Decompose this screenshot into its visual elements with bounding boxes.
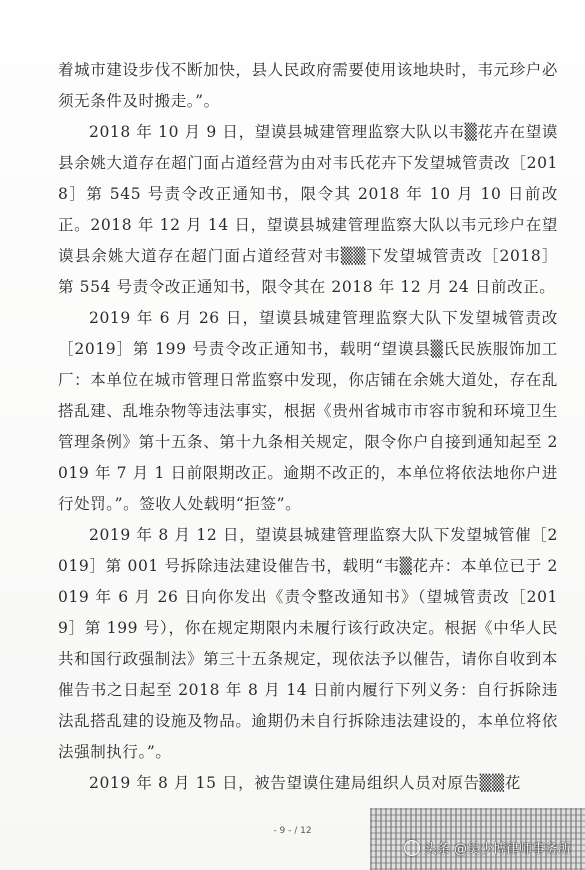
- paragraph-5: 2019 年 8 月 15 日，被告望谟住建局组织人员对原告▒▒花: [89, 774, 521, 792]
- paragraph-4: 2019 年 8 月 12 日，望谟县城建管理监察大队下发望城管催［2019］第 001 号拆除违法建设催告书，载明“韦▒花卉：本单位已于 2019 年 6 月 26 日向你发出《责令整改通知书》（望城管责改［2019］第 199 号），你在规定期限内未履行该行政决定。根据《中华人民共和国行政强制法》第三十五条规定，现依法予以催告，请你自收到本催告书之日起至 2018 年 8 月 14 日前内履行下列义务：自行拆除违法乱搭乱建的设施及物品。逾期仍未自行拆除违法建设的，本单位将依法强制执行。”。: [58, 526, 558, 761]
- paragraph-3: 2019 年 6 月 26 日，望谟县城建管理监察大队下发望城管责改［2019］第 199 号责令改正通知书，载明“望谟县▒氏民族服饰加工厂：本单位在城市管理日常监察中发现，你店铺在余姚大道处，存在乱搭乱建、乱堆杂物等违法事实，根据《贵州省城市市容市貌和环境卫生管理条例》第十五条、第十九条相关规定，限令你户自接到通知起至 2019 年 7 月 1 日前限期改正。逾期不改正的，本单位将依法地你户进行处罚。”。签收人处载明“拒签”。: [58, 309, 558, 513]
- paragraph-1: 着城市建设步伐不断加快，县人民政府需要使用该地块时，韦元珍户必须无条件及时搬走。”。: [58, 61, 558, 110]
- document-body: [58, 55, 558, 799]
- page-number: - 9 - / 12: [273, 826, 312, 836]
- watermark-text: 头条 @吴少博律师事务所: [423, 842, 571, 857]
- watermark: [404, 838, 571, 857]
- paragraph-2: 2018 年 10 月 9 日，望谟县城建管理监察大队以韦▒花卉在望谟县余姚大道存在超门面占道经营为由对韦氏花卉下发望城管责改［2018］第 545 号责令改正通知书，限令其 2018 年 10 月 10 日前改正。2018 年 12 月 14 日，望谟县城建管理监察大队以韦元珍户在望谟县余姚大道存在超门面占道经营对韦▒▒下发望城管责改［2018］第 554 号责令改正通知书，限令其在 2018 年 12 月 24 日前改正。: [58, 123, 558, 296]
- toutiao-logo-icon: [404, 840, 420, 856]
